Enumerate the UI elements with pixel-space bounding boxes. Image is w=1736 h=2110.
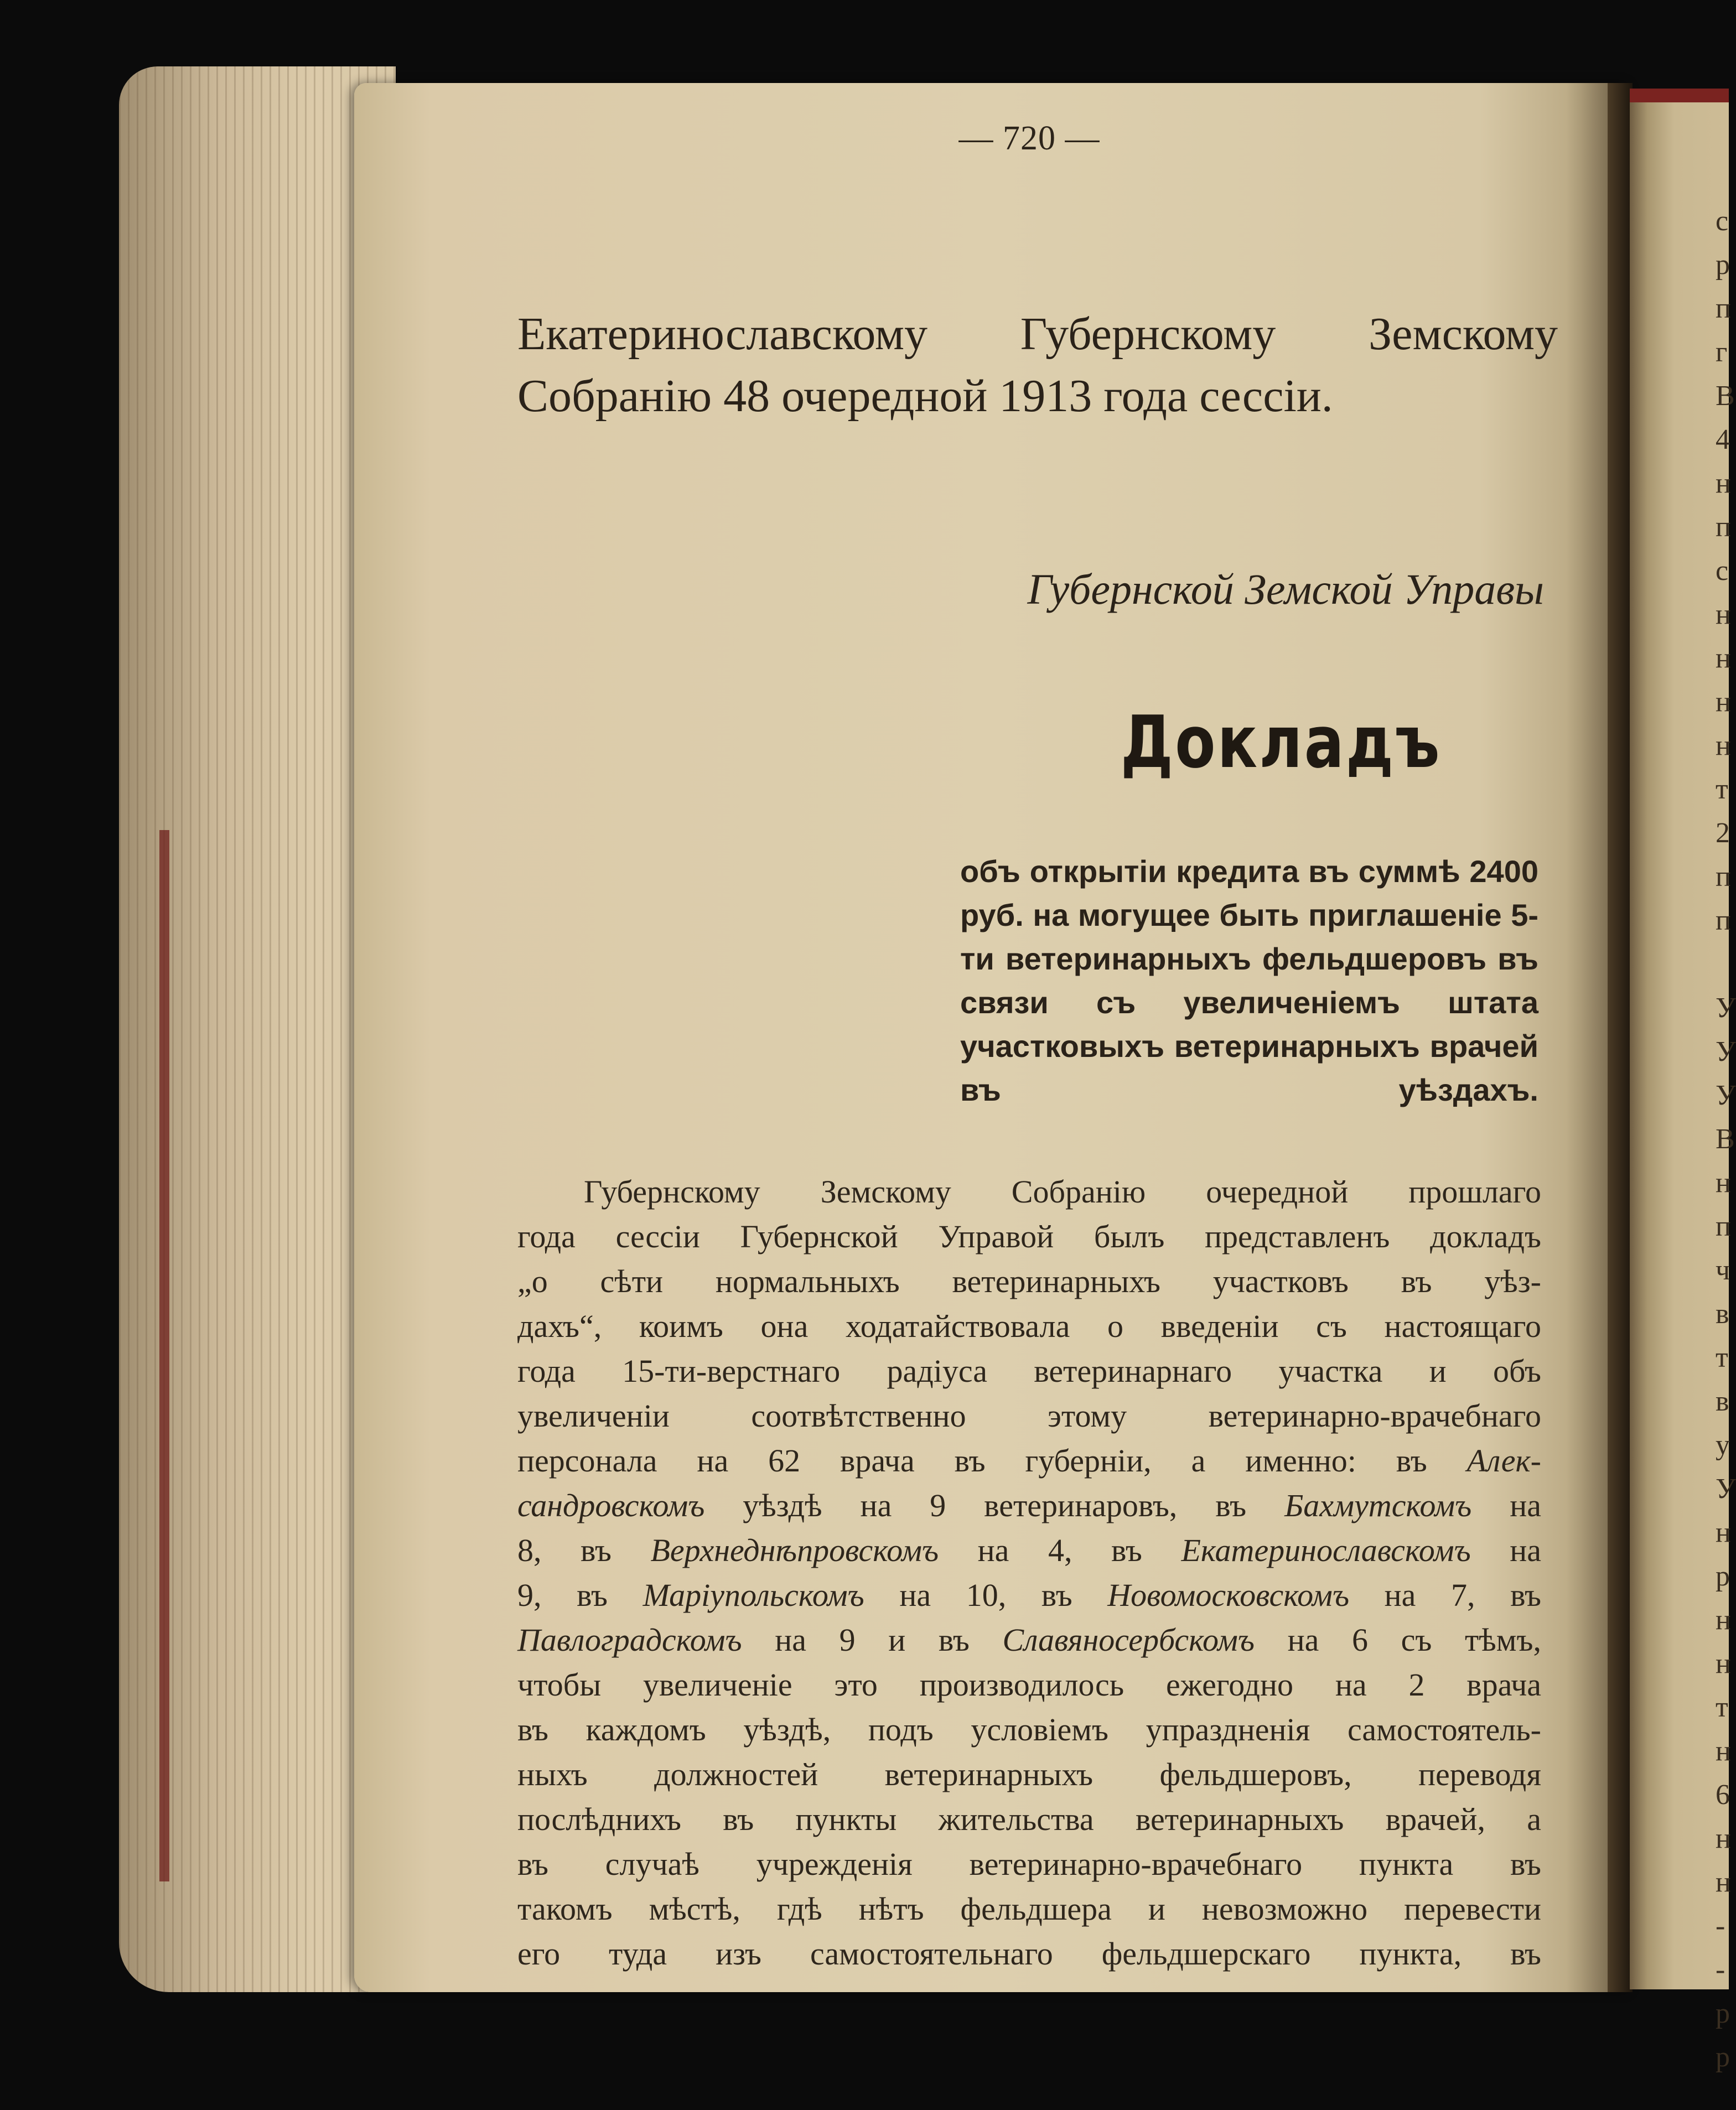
body-line: [517, 1483, 1541, 1528]
body-line: [517, 1886, 1541, 1931]
body-text-run: года сессіи Губернской Управой былъ представленъ докладъ: [517, 1219, 1541, 1254]
body-line: [517, 1528, 1541, 1573]
body-text-run: въ каждомъ уѣздѣ, подъ условіемъ упраздненія самостоятель-: [517, 1712, 1541, 1748]
body-line: [517, 1393, 1541, 1438]
place-name: Алек-: [1466, 1443, 1541, 1479]
place-name: Павлоградскомъ: [517, 1622, 742, 1658]
facing-page: [1630, 102, 1729, 1989]
body-text-run: 8, въ: [517, 1532, 651, 1568]
body-line: [517, 1349, 1541, 1393]
body-line: [517, 1662, 1541, 1707]
body-line: [517, 1573, 1541, 1618]
page-number: — 720 —: [958, 120, 1100, 157]
body-text-run: на 9 и въ: [742, 1622, 1003, 1658]
body-text-run: „о сѣти нормальныхъ ветеринарныхъ участковъ въ уѣз-: [517, 1263, 1541, 1299]
body-text-run: 9, въ: [517, 1577, 643, 1613]
place-name: Маріупольскомъ: [642, 1577, 864, 1613]
body-text-run: персонала на 62 врача въ губерніи, а именно: въ: [517, 1443, 1467, 1479]
body-line: [517, 1214, 1541, 1259]
issuer-line: Губернской Земской Управы: [1027, 565, 1544, 613]
body-text-run: года 15-ти-верстнаго радіуса ветеринарнаго участка и объ: [517, 1353, 1541, 1389]
body-text-run: такомъ мѣстѣ, гдѣ нѣтъ фельдшера и невозможно перевести: [517, 1891, 1541, 1927]
body-line: [517, 1707, 1541, 1752]
document-heading: Екатеринославскому Губернскому Земскому Собранію 48 очередной 1913 года сессіи.: [517, 308, 1558, 422]
body-text-run: на 10, въ: [864, 1577, 1108, 1613]
body-line: [517, 1618, 1541, 1662]
body-paragraph: [517, 1169, 1541, 1976]
document-type-title: Докладъ: [1121, 700, 1442, 784]
page-edge-marker: [159, 830, 169, 1881]
place-name: Новомосковскомъ: [1107, 1577, 1350, 1613]
body-text-run: его туда изъ самостоятельнаго фельдшерскаго пункта, въ: [517, 1936, 1541, 1972]
place-name: Екатеринославскомъ: [1181, 1532, 1471, 1568]
body-line: [517, 1797, 1541, 1842]
report-subject: объ открытіи кредита въ суммѣ 2400 руб. на могущее быть приглашеніе 5-ти ветеринарныхъ фельдшеровъ въ связи съ увеличеніемъ штата участковыхъ ветеринарныхъ врачей въ уѣздахъ.: [960, 854, 1538, 1107]
facing-page-top-edge: [1630, 89, 1729, 104]
body-line: [517, 1931, 1541, 1976]
body-text-run: уѣздѣ на 9 ветеринаровъ, въ: [704, 1487, 1285, 1523]
place-name: Бахмутскомъ: [1284, 1487, 1472, 1523]
body-line: [517, 1169, 1541, 1214]
body-text-run: увеличеніи соотвѣтственно этому ветеринарно-врачебнаго: [517, 1398, 1541, 1434]
body-line: [517, 1438, 1541, 1483]
body-line: [517, 1259, 1541, 1304]
body-text-run: на 6 съ тѣмъ,: [1254, 1622, 1541, 1658]
body-text-run: дахъ“, коимъ она ходатайствовала о введеніи съ настоящаго: [517, 1308, 1541, 1344]
body-text-run: Губернскому Земскому Собранію очередной прошлаго: [584, 1174, 1541, 1210]
body-text-run: на: [1471, 1487, 1541, 1523]
body-text-run: на 4, въ: [939, 1532, 1181, 1568]
body-text-run: ныхъ должностей ветеринарныхъ фельдшеровъ, переводя: [517, 1756, 1541, 1792]
body-text-run: чтобы увеличеніе это производилось ежегодно на 2 врача: [517, 1667, 1541, 1703]
body-text-run: въ случаѣ учрежденія ветеринарно-врачебнаго пункта въ: [517, 1846, 1541, 1882]
body-text-run: послѣднихъ въ пункты жительства ветеринарныхъ врачей, а: [517, 1801, 1541, 1837]
place-name: Верхнеднѣпровскомъ: [650, 1532, 939, 1568]
body-line: [517, 1752, 1541, 1797]
place-name: Славяносербскомъ: [1002, 1622, 1255, 1658]
book-gutter: [1608, 83, 1633, 1992]
facing-page-text-fragment: с р п г В 4 н п с н н н н т 2 п п У У У В н п ч в т в у У н р н н т н 6 н н - - р р: [1716, 205, 1736, 2073]
body-line: [517, 1842, 1541, 1886]
body-text-run: на 7, въ: [1349, 1577, 1542, 1613]
place-name: сандровскомъ: [517, 1487, 705, 1523]
body-line: [517, 1304, 1541, 1349]
body-text-run: на: [1470, 1532, 1541, 1568]
